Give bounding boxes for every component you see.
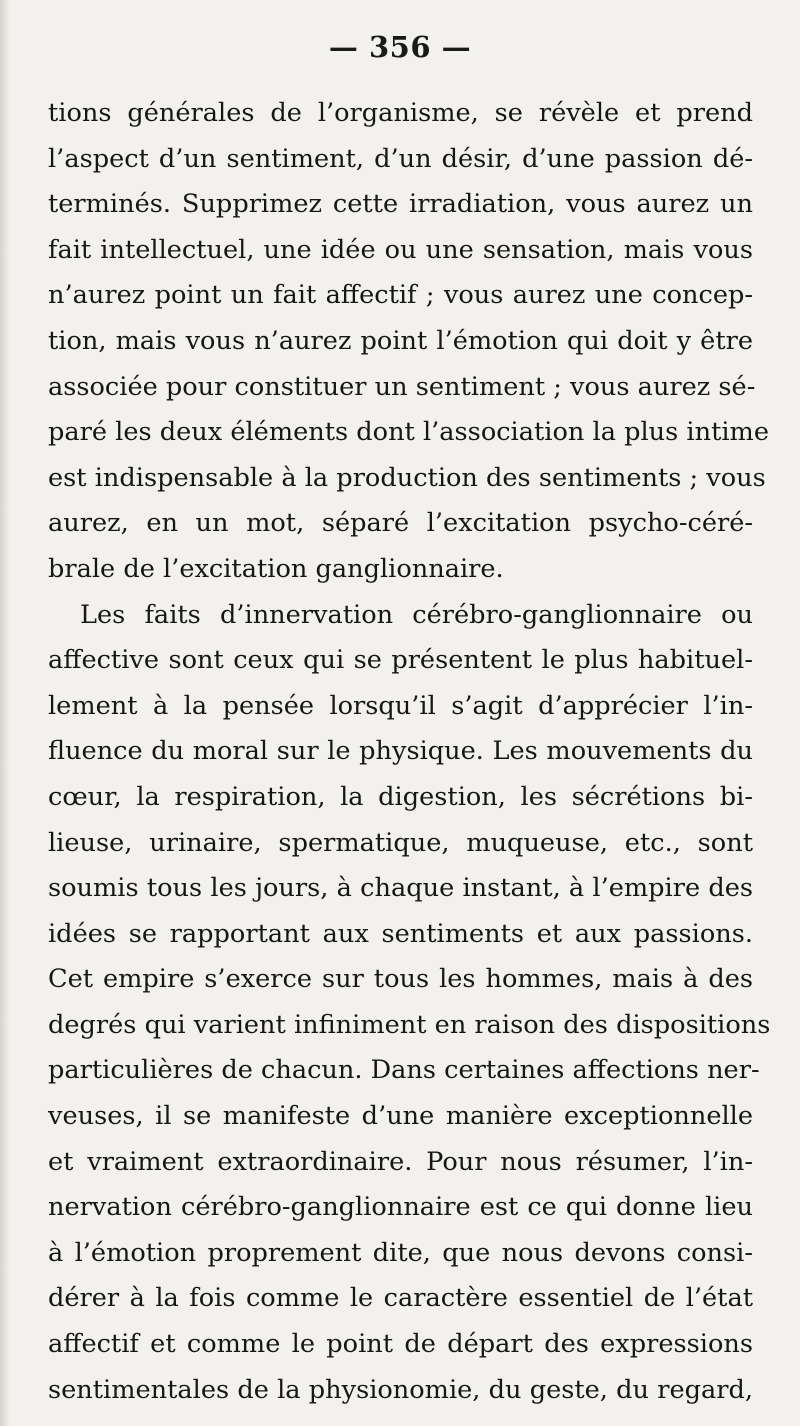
text-line: associée pour constituer un sentiment ; vous aurez sé- bbox=[48, 371, 756, 402]
text-line: particulières de chacun. Dans certaines affections ner- bbox=[48, 1055, 760, 1086]
text-line: lieuse, urinaire, spermatique, muqueuse, etc., sont bbox=[48, 827, 753, 858]
text-line: l’aspect d’un sentiment, d’un désir, d’une passion dé- bbox=[48, 143, 753, 174]
text-line: degrés qui varient infiniment en raison des dispositions bbox=[48, 1009, 771, 1040]
text-line: terminés. Supprimez cette irradiation, vous aurez un bbox=[48, 189, 753, 220]
text-line: brale de l’excitation ganglionnaire. bbox=[48, 553, 504, 584]
text-line: sentimentales de la physionomie, du geste, du regard, bbox=[48, 1374, 753, 1405]
text-line: paré les deux éléments dont l’association la plus intime bbox=[48, 417, 769, 448]
text-line: tion, mais vous n’aurez point l’émotion qui doit y être bbox=[48, 325, 753, 356]
text-line: cœur, la respiration, la digestion, les sécrétions bi- bbox=[48, 781, 753, 812]
paragraph-2 bbox=[48, 593, 771, 1414]
text-line: dérer à la fois comme le caractère essentiel de l’état bbox=[48, 1283, 753, 1314]
text-line: Cet empire s’exerce sur tous les hommes, mais à des bbox=[48, 964, 753, 995]
page-number: — 356 — bbox=[328, 30, 472, 64]
text-line: est indispensable à la production des sentiments ; vous bbox=[48, 462, 766, 493]
text-line: tions générales de l’organisme, se révèle et prend bbox=[48, 98, 753, 128]
text-line: et vraiment extraordinaire. Pour nous résumer, l’in- bbox=[48, 1146, 753, 1177]
text-line: veuses, il se manifeste d’une manière exceptionnelle bbox=[48, 1101, 753, 1132]
text-line: soumis tous les jours, à chaque instant, à l’empire des bbox=[48, 873, 753, 904]
text-line: fluence du moral sur le physique. Les mouvements du bbox=[48, 736, 753, 767]
text-line: affective sont ceux qui se présentent le plus habituel- bbox=[48, 645, 753, 676]
text-line: Les faits d’innervation cérébro-ganglionnaire ou bbox=[80, 599, 753, 630]
page-edge-shadow bbox=[0, 0, 10, 1426]
text-line: idées se rapportant aux sentiments et aux passions. bbox=[48, 918, 753, 949]
text-line: n’aurez point un fait affectif ; vous aurez une concep- bbox=[48, 280, 753, 311]
text-line: à l’émotion proprement dite, que nous devons consi- bbox=[48, 1237, 753, 1268]
body-text bbox=[48, 91, 771, 1413]
text-line: fait intellectuel, une idée ou une sensation, mais vous bbox=[48, 234, 753, 265]
text-line: lement à la pensée lorsqu’il s’agit d’apprécier l’in- bbox=[48, 690, 753, 721]
text-line: affectif et comme le point de départ des expressions bbox=[48, 1329, 753, 1360]
paragraph-1 bbox=[48, 91, 769, 593]
text-line: nervation cérébro-ganglionnaire est ce qui donne lieu bbox=[48, 1192, 753, 1223]
text-line: aurez, en un mot, séparé l’excitation psycho-céré- bbox=[48, 508, 753, 539]
